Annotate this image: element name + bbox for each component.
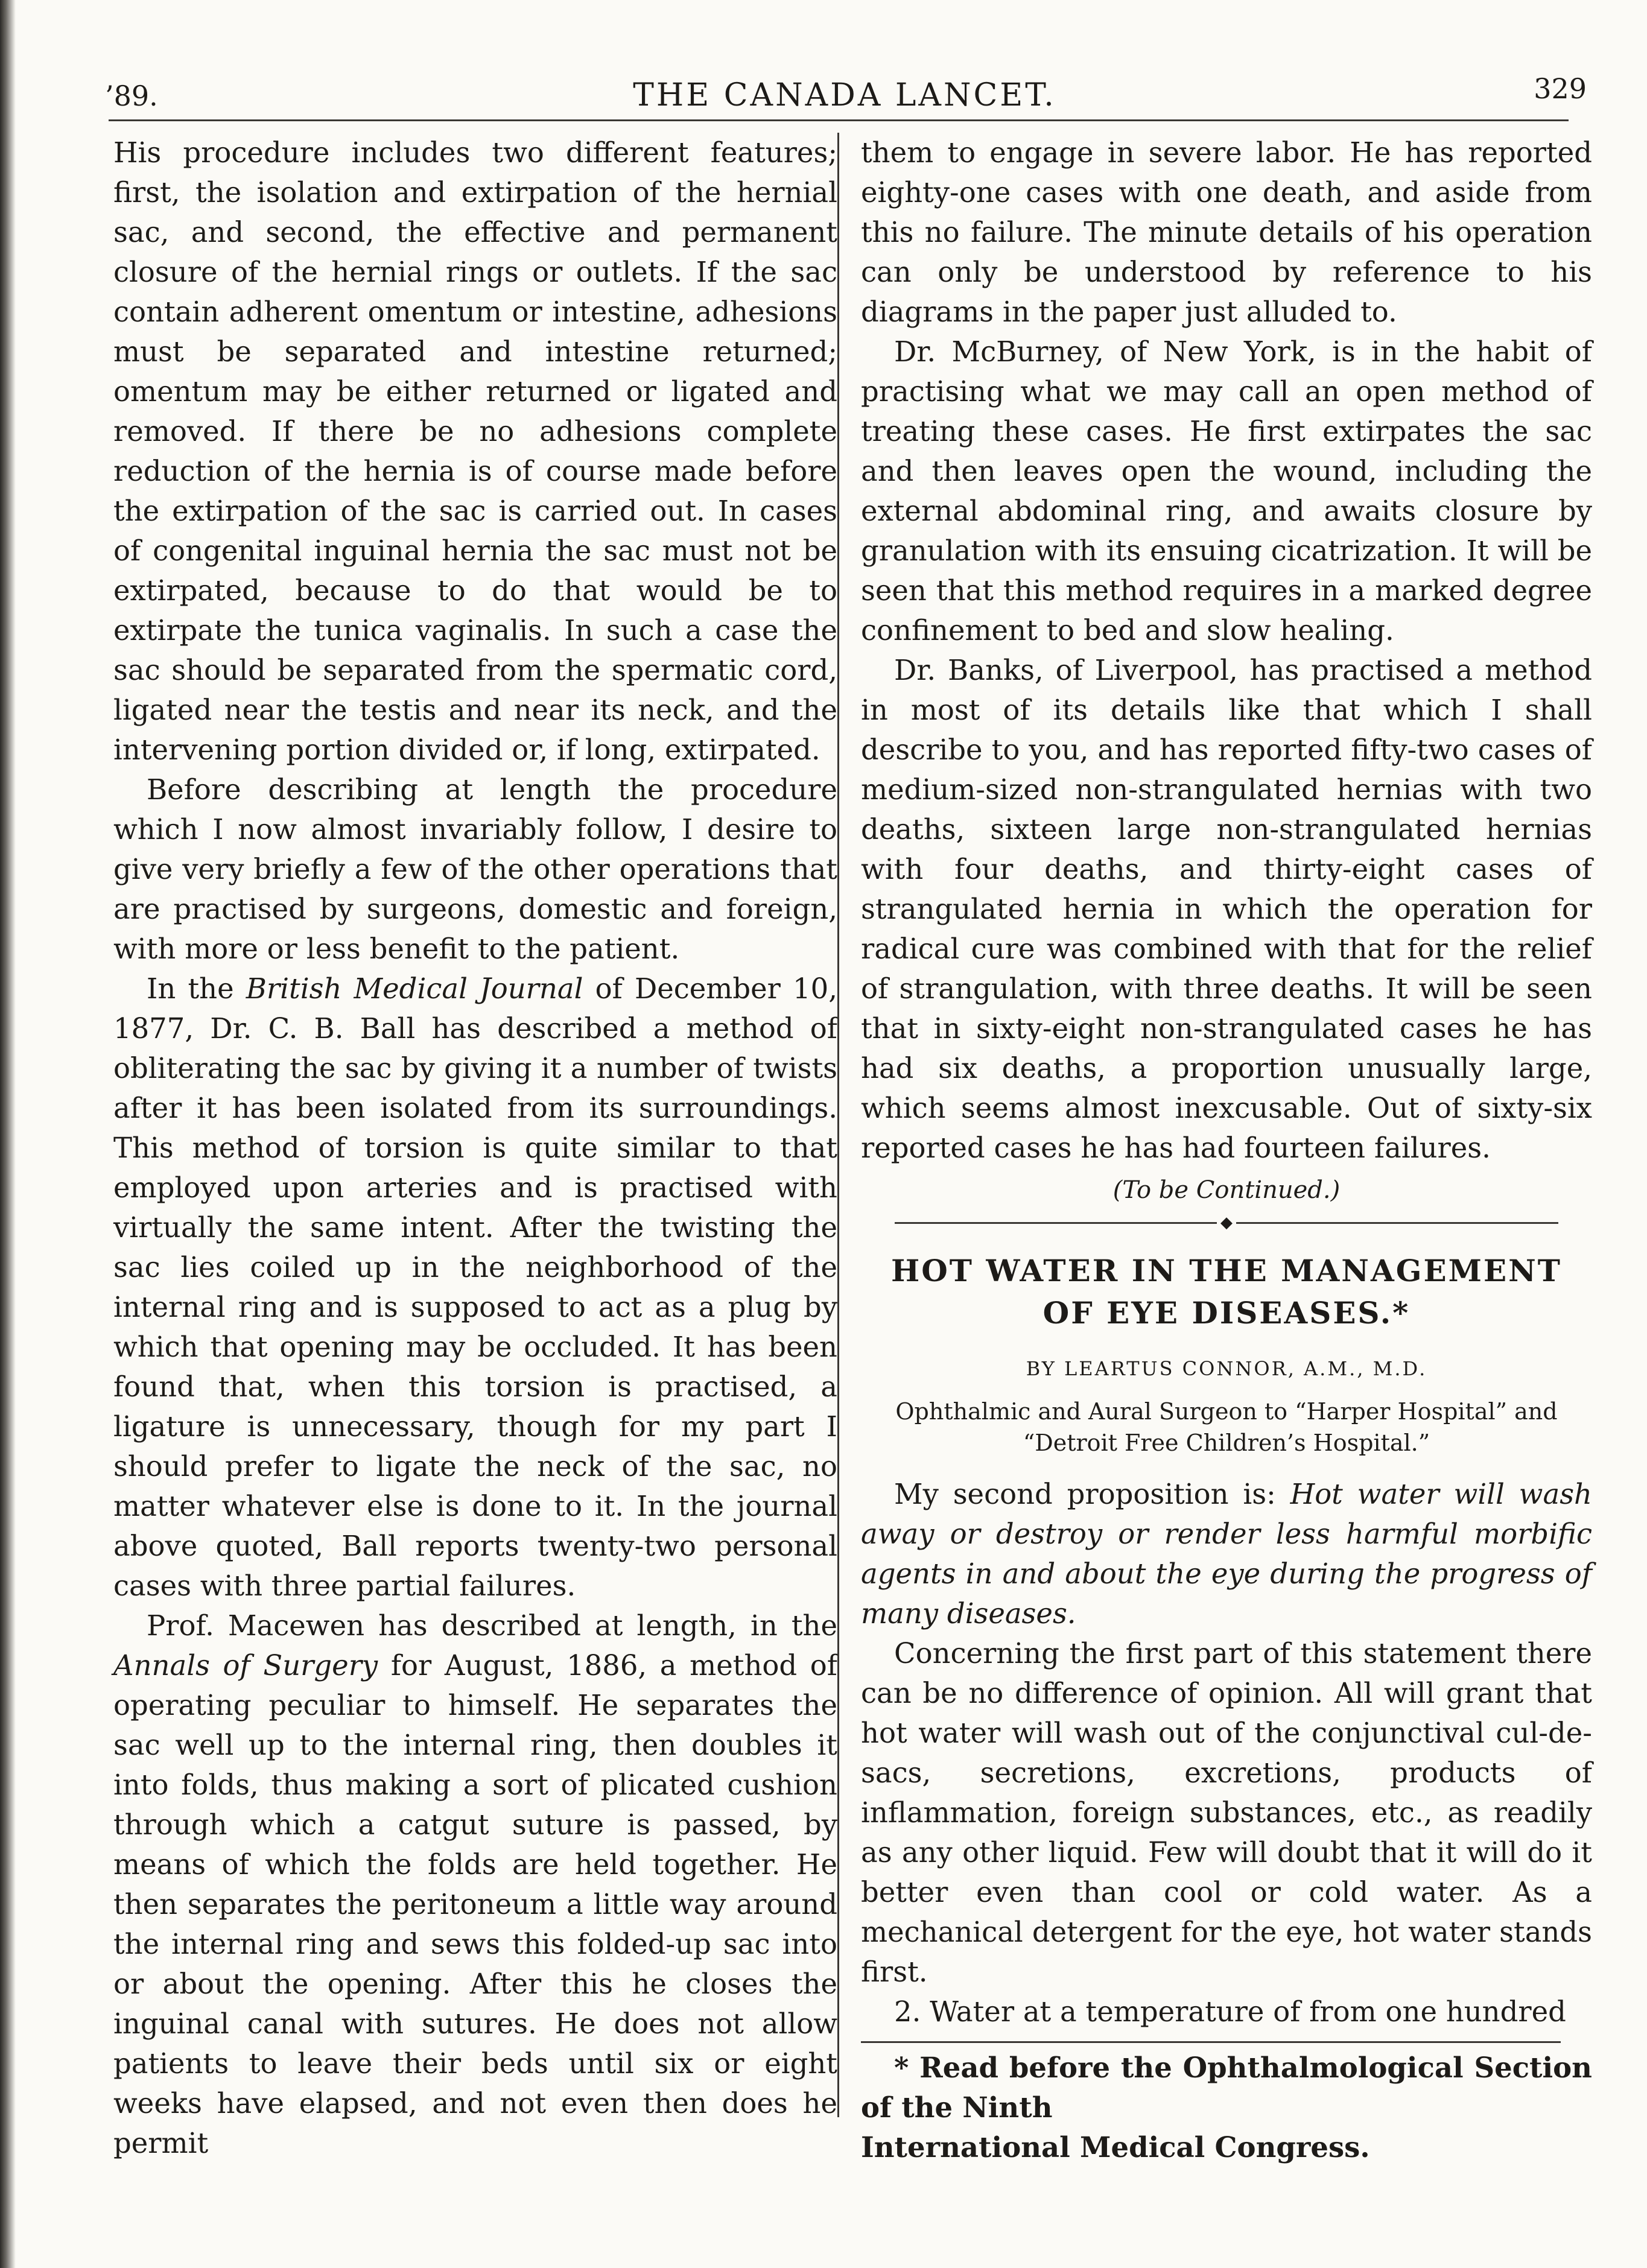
article-paragraph-3: 2. Water at a temperature of from one hundred: [894, 1995, 1566, 2028]
left-paragraph-1: His procedure includes two different features; first, the isolation and extirpation of the hernial sac, and second, the effective and permanent closure of the hernial rings or outlets. If the sac contain adherent omentum or intestine, adhesions must be separated and intestine returned; omentum may be either returned or ligated and removed. If there be no adhesions complete reduction of the hernia is of course made before the extirpation of the sac is carried out. In cases of congenital inguinal hernia the sac must not be extirpated, because to do that would be to extirpate the tunica vaginalis. In such a case the sac should be separated from the spermatic cord, ligated near the testis and near its neck, and the intervening portion divided or, if long, extirpated.: [113, 136, 837, 766]
left-paragraph-3: [113, 969, 837, 1606]
proposition-intro: My second proposition is:: [894, 1478, 1276, 1510]
footnote: [861, 2048, 1592, 2167]
right-paragraph-2: Dr. McBurney, of New York, is in the habit of practising what we may call an open method of treating these cases. He first extirpates the sac and then leaves open the wound, including the external abdominal ring, and awaits closure by granulation with its ensuing cicatrization. It will be seen that this method requires in a marked degree confinement to bed and slow healing.: [861, 335, 1592, 647]
article-title: [861, 1250, 1592, 1334]
proposition-statement: Hot water will wash away or destroy or render less harmful morbific agents in and about the eye during the progress of many diseases.: [861, 1478, 1593, 1630]
author-byline: BY LEARTUS CONNOR, A.M., M.D.: [1026, 1357, 1427, 1380]
journal-citation: Annals of Surgery: [113, 1649, 378, 1682]
page-number: 329: [1534, 72, 1587, 105]
footnote-rule: [861, 2041, 1561, 2043]
left-paragraph-2: Before describing at length the procedure which I now almost invariably follow, I desire to give very briefly a few of the other operations that are practised by surgeons, domestic and foreign, with more or less benefit to the patient.: [113, 773, 837, 965]
macewen-text: for August, 1886, a method of operating peculiar to himself. He separates the sac well up to the internal ring, then doubles it into folds, thus making a sort of plicated cushion through which a catgut suture is passed, by means of which the folds are held together. He then separates the peritoneum a little way around the internal ring and sews this folded-up sac into or about the opening. After this he closes the inguinal canal with sutures. He does not allow patients to leave their beds until six or eight weeks have elapsed, and not even then does he permit: [113, 1649, 837, 2159]
affiliation-line-2: “Detroit Free Children’s Hospital.”: [1023, 1430, 1430, 1456]
article-paragraph-1: [861, 1474, 1592, 1633]
header-rule: [109, 119, 1569, 121]
journal-citation: British Medical Journal: [246, 972, 583, 1005]
right-paragraph-3: Dr. Banks, of Liverpool, has practised a method in most of its details like that which I shall describe to you, and has reported fifty-two cases of medium-sized non-strangulated hernias with two deaths, sixteen large non-strangulated hernias with four deaths, and thirty-eight cases of strangulated hernia in which the operation for radical cure was combined with that for the relief of strangulation, with three deaths. It will be seen that in sixty-eight non-strangulated cases he has had six deaths, a proportion unusually large, which seems almost inexcusable. Out of sixty-six reported cases he has had fourteen failures.: [861, 654, 1592, 1164]
diamond-ornament-icon: ◆: [1217, 1214, 1236, 1232]
affiliation-line-1: Ophthalmic and Aural Surgeon to “Harper Hospital” and: [895, 1398, 1558, 1425]
right-paragraph-1: them to engage in severe labor. He has reported eighty-one cases with one death, and aside from this no failure. The minute details of his operation can only be understood by reference to his diagrams in the paper just alluded to.: [861, 136, 1592, 328]
running-head: [103, 72, 1587, 127]
journal-title: THE CANADA LANCET.: [633, 77, 1056, 113]
article-paragraph-2: Concerning the first part of this statement there can be no difference of opinion. All will grant that hot water will wash out of the conjunctival cul-de-sacs, secretions, excretions, products of inflammation, foreign substances, etc., as readily as any other liquid. Few will doubt that it will do it better even than cool or cold water. As a mechanical detergent for the eye, hot water stands first.: [861, 1637, 1592, 1988]
footnote-line-2: International Medical Congress.: [861, 2130, 1370, 2164]
right-column: [837, 133, 1593, 2164]
ball-intro: In the: [147, 972, 234, 1005]
scan-edge: [0, 0, 16, 2268]
article-title-line-2: OF EYE DISEASES.*: [1042, 1295, 1411, 1331]
section-divider: [895, 1214, 1558, 1232]
footnote-line-1: * Read before the Ophthalmological Section of the Ninth: [861, 2051, 1592, 2124]
author-affiliation: [861, 1396, 1592, 1459]
left-column: [113, 133, 837, 2163]
ball-text: of December 10, 1877, Dr. C. B. Ball has described a method of obliterating the sac by giving it a number of twists after it has been isolated from its surroundings. This method of torsion is quite similar to that employed upon arteries and is practised with virtually the same intent. After the twisting the sac lies coiled up in the neighborhood of the internal ring and is supposed to act as a plug by which that opening may be occluded. It has been found that, when this torsion is practised, a ligature is unnecessary, though for my part I should prefer to ligate the neck of the sac, no matter whatever else is done to it. In the journal above quoted, Ball reports twenty-two personal cases with three partial failures.: [113, 972, 837, 1602]
header-year: ’89.: [105, 80, 158, 112]
macewen-intro: Prof. Macewen has described at length, in the: [147, 1609, 837, 1642]
continued-note: (To be Continued.): [1112, 1176, 1341, 1204]
article-title-line-1: HOT WATER IN THE MANAGEMENT: [891, 1253, 1562, 1288]
left-paragraph-4: [113, 1606, 837, 2163]
